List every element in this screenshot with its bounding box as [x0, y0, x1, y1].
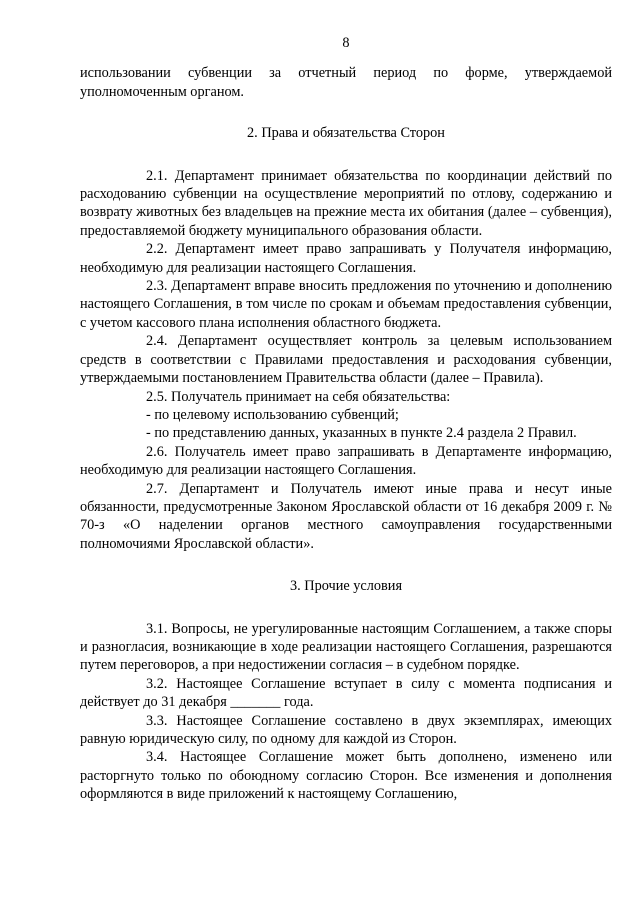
paragraph-3-4: 3.4. Настоящее Соглашение может быть дополнено, изменено или расторгнуто только по обоюдному согласию Сторон. Все изменения и дополнения оформляются в виде приложений к настоящему Соглашению,: [80, 749, 612, 803]
page-number: 8: [342, 35, 350, 51]
paragraph-2-2: 2.2. Департамент имеет право запрашивать у Получателя информацию, необходимую для реализации настоящего Соглашения.: [80, 241, 612, 276]
paragraph-2-7: 2.7. Департамент и Получатель имеют иные права и несут иные обязанности, предусмотренные Законом Ярославской области от 16 декабря 2009 г. № 70-з «О наделении органов местного самоуправления государственными полномочиями Ярославской области».: [80, 480, 612, 552]
paragraph-2-6: 2.6. Получатель имеет право запрашивать в Департаменте информацию, необходимую для реализации настоящего Соглашения.: [80, 443, 612, 479]
paragraph-2-5-item-2: - по представлению данных, указанных в пункте 2.4 раздела 2 Правил.: [146, 425, 577, 442]
paragraph-3-1: 3.1. Вопросы, не урегулированные настоящим Соглашением, а также споры и разногласия, возникающие в ходе реализации настоящего Соглашения, разрешаются путем переговоров, а при недостижении согласия – в судебном порядке.: [80, 620, 612, 674]
paragraph-2-1: 2.1. Департамент принимает обязательства по координации действий по расходованию субвенции на осуществление мероприятий по отлову, содержанию и возврату животных без владельцев на прежние места их обитания (далее – субвенция), предоставляемой бюджету муниципального образования области.: [80, 167, 612, 239]
paragraph-2-3: 2.3. Департамент вправе вносить предложения по уточнению и дополнению настоящего Соглашения, в том числе по срокам и объемам предоставления субвенции, с учетом кассового плана исполнения областного бюджета.: [80, 278, 612, 331]
paragraph-2-5: 2.5. Получатель принимает на себя обязательства:: [146, 388, 451, 405]
paragraph-2-4: 2.4. Департамент осуществляет контроль за целевым использованием средств в соответствии с Правилами предоставления и расходования субвенции, утверждаемыми постановлением Правительства области (далее – Правила).: [80, 333, 612, 387]
paragraph-2-5-item-1: - по целевому использованию субвенций;: [146, 406, 399, 423]
section-3-heading: 3. Прочие условия: [289, 578, 403, 595]
paragraph-3-3: 3.3. Настоящее Соглашение составлено в двух экземплярах, имеющих равную юридическую силу, по одному для каждой из Сторон.: [80, 712, 612, 747]
intro-paragraph: использовании субвенции за отчетный период по форме, утверждаемой уполномоченным органом.: [80, 65, 612, 100]
section-2-heading: 2. Права и обязательства Сторон: [247, 125, 445, 142]
paragraph-3-2: 3.2. Настоящее Соглашение вступает в силу с момента подписания и действует до 31 декабря _______ года.: [80, 675, 612, 711]
document-page: [80, 34, 612, 804]
